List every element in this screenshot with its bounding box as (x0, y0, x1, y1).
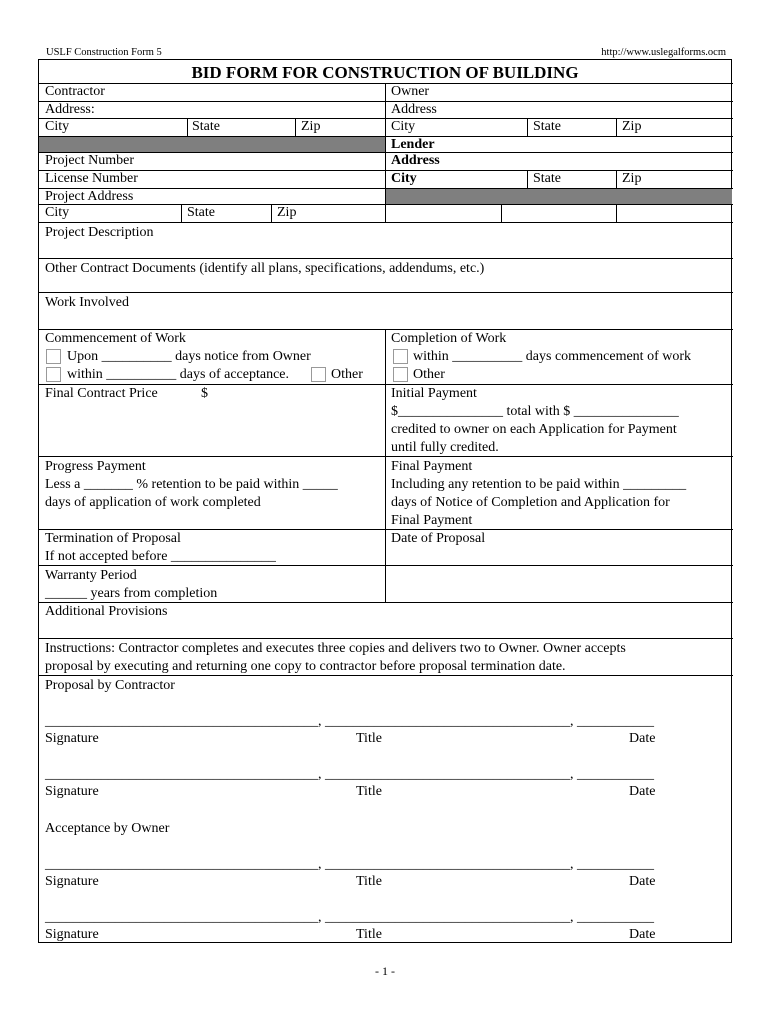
lender-address-label: Address (391, 153, 440, 168)
contractor-state-label: State (192, 119, 220, 134)
contractor-signature-line-1[interactable]: _______________________________________, ___________________________________, ___________ (45, 714, 654, 729)
form-id: USLF Construction Form 5 (46, 47, 162, 58)
additional-provisions-label: Additional Provisions (45, 604, 168, 619)
contractor-signature-line-2[interactable]: _______________________________________, ___________________________________, ___________ (45, 767, 654, 782)
signature-caption: Signature (45, 731, 99, 746)
owner-signature-line-1[interactable]: _______________________________________, ___________________________________, ___________ (45, 857, 654, 872)
termination-line1: If not accepted before _______________ (45, 549, 276, 564)
initial-payment-line1: $_______________ total with $ _______________ (391, 404, 679, 419)
final-payment-line1: Including any retention to be paid within _________ (391, 477, 687, 492)
commencement-option-other: Other (331, 367, 363, 382)
lender-city-label: City (391, 171, 417, 186)
initial-payment-label: Initial Payment (391, 386, 477, 401)
signature-caption: Signature (45, 874, 99, 889)
date-of-proposal-label: Date of Proposal (391, 531, 486, 546)
project-city-label: City (45, 205, 70, 220)
date-caption: Date (629, 927, 656, 942)
owner-state-label: State (533, 119, 561, 134)
bid-form (38, 59, 732, 943)
title-caption: Title (356, 927, 382, 942)
title-caption: Title (356, 731, 382, 746)
contractor-city-label: City (45, 119, 70, 134)
shaded-bar-lender (385, 188, 732, 204)
commencement-other-checkbox[interactable] (311, 367, 326, 382)
commencement-option-within: within __________ days of acceptance. (67, 367, 289, 382)
contractor-label: Contractor (45, 84, 105, 99)
title-caption: Title (356, 784, 382, 799)
final-contract-price-currency: $ (201, 386, 208, 401)
completion-within-checkbox[interactable] (393, 349, 408, 364)
project-zip-label: Zip (277, 205, 297, 220)
progress-payment-line2: days of application of work completed (45, 495, 261, 510)
lender-label: Lender (391, 137, 435, 152)
instructions-line1: Instructions: Contractor completes and executes three copies and delivers two to Owner. Owner accepts (45, 641, 626, 656)
lender-state-label: State (533, 171, 561, 186)
final-contract-price-label: Final Contract Price (45, 386, 158, 401)
commencement-option-upon: Upon __________ days notice from Owner (67, 349, 311, 364)
warranty-line1: ______ years from completion (45, 586, 218, 601)
final-payment-line3: Final Payment (391, 513, 473, 528)
lender-zip-label: Zip (622, 171, 642, 186)
date-caption: Date (629, 784, 656, 799)
owner-address-label: Address (391, 102, 437, 117)
project-description-label: Project Description (45, 225, 154, 240)
owner-city-label: City (391, 119, 416, 134)
owner-label: Owner (391, 84, 430, 99)
project-number-label: Project Number (45, 153, 135, 168)
completion-label: Completion of Work (391, 331, 507, 346)
progress-payment-label: Progress Payment (45, 459, 146, 474)
proposal-by-contractor-label: Proposal by Contractor (45, 678, 175, 693)
commencement-within-checkbox[interactable] (46, 367, 61, 382)
signature-caption: Signature (45, 927, 99, 942)
commencement-upon-checkbox[interactable] (46, 349, 61, 364)
other-documents-label: Other Contract Documents (identify all plans, specifications, addendums, etc.) (45, 261, 485, 276)
instructions-line2: proposal by executing and returning one copy to contractor before proposal termination date. (45, 659, 566, 674)
shaded-bar-contractor (39, 136, 385, 152)
owner-zip-label: Zip (622, 119, 642, 134)
license-number-label: License Number (45, 171, 138, 186)
acceptance-by-owner-label: Acceptance by Owner (45, 821, 170, 836)
work-involved-label: Work Involved (45, 295, 130, 310)
warranty-label: Warranty Period (45, 568, 137, 583)
date-caption: Date (629, 874, 656, 889)
completion-other-checkbox[interactable] (393, 367, 408, 382)
contractor-zip-label: Zip (301, 119, 321, 134)
progress-payment-line1: Less a _______ % retention to be paid within _____ (45, 477, 338, 492)
completion-option-within: within __________ days commencement of work (413, 349, 692, 364)
final-payment-line2: days of Notice of Completion and Application for (391, 495, 670, 510)
initial-payment-line2: credited to owner on each Application for Payment (391, 422, 677, 437)
page-number: - 1 - (375, 964, 395, 978)
final-payment-label: Final Payment (391, 459, 473, 474)
form-url: http://www.uslegalforms.ocm (601, 47, 726, 58)
form-title: BID FORM FOR CONSTRUCTION OF BUILDING (191, 63, 579, 82)
completion-option-other: Other (413, 367, 445, 382)
termination-label: Termination of Proposal (45, 531, 181, 546)
title-caption: Title (356, 874, 382, 889)
commencement-label: Commencement of Work (45, 331, 186, 346)
owner-signature-line-2[interactable]: _______________________________________, ___________________________________, ___________ (45, 910, 654, 925)
project-state-label: State (187, 205, 215, 220)
contractor-address-label: Address: (45, 102, 95, 117)
project-address-label: Project Address (45, 189, 134, 204)
date-caption: Date (629, 731, 656, 746)
signature-caption: Signature (45, 784, 99, 799)
initial-payment-line3: until fully credited. (391, 440, 499, 455)
